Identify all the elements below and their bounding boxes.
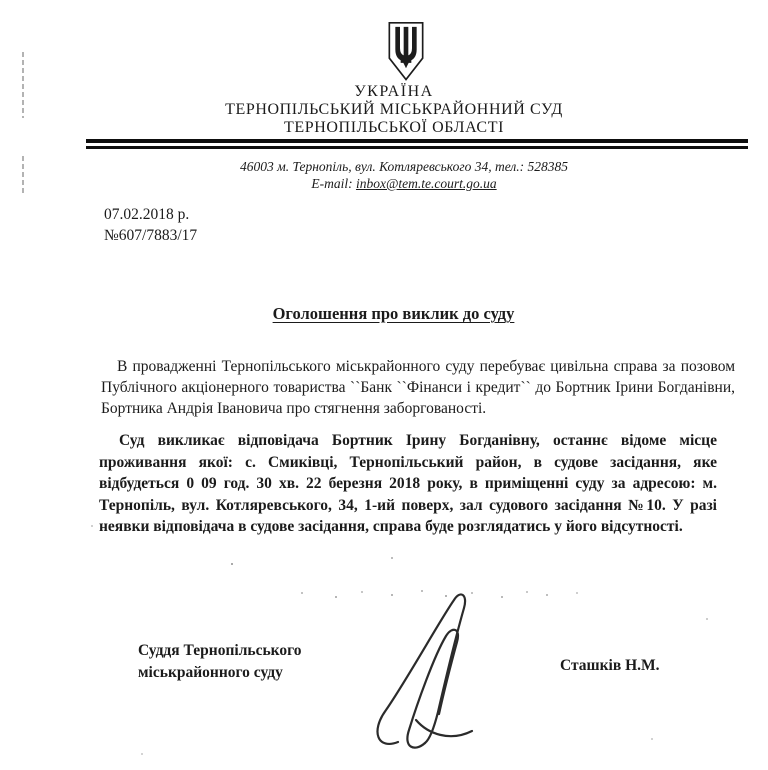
document-title: Оголошення про виклик до суду	[272, 304, 515, 323]
paragraph-summons: Суд викликає відповідача Бортник Ірину Богданівну, останнє відоме місце проживання якої: с. Смиківці, Тернопільський район, в судове засідання, яке відбудеться 0 09 год. 30 хв. 22 березня 2018 року, в приміщенні суду за адресою: м. Тернопіль, вул. Котляревського, 34, 1-ий поверх, зал судового засідання №10. У разі неявки відповідача в судове засідання, справа буде розглядатись у його відсутності.	[99, 432, 717, 535]
judge-name: Сташків Н.М.	[560, 657, 660, 674]
court-region: ТЕРНОПІЛЬСЬКОЇ ОБЛАСТІ	[283, 119, 505, 136]
country-name: УКРАЇНА	[354, 83, 434, 100]
court-name: ТЕРНОПІЛЬСЬКИЙ МІСЬКРАЙОННИЙ СУД	[225, 101, 563, 118]
judge-role-line2: міськрайонного суду	[138, 664, 283, 681]
judge-role-line1: Суддя Тернопільського	[138, 642, 302, 659]
ukraine-trident-icon	[386, 21, 426, 82]
scan-noise	[231, 563, 233, 565]
paragraph-case-info: В провадженні Тернопільського міськрайонного суду перебуває цивільна справа за позовом Публічного акціонерного товариства ``Банк ``Фінанси і кредит`` до Бортник Ірини Богданівни, Бортника Андрія Івановича про стягнення заборгованості.	[101, 358, 735, 417]
document-date: 07.02.2018 р.	[104, 206, 190, 223]
court-email: inbox@tem.te.court.go.ua	[355, 176, 497, 191]
document-meta	[104, 204, 197, 246]
signature-scribble-icon	[368, 592, 490, 752]
court-address: 46003 м. Тернопіль, вул. Котляревського 34, тел.: 528385	[239, 159, 568, 174]
email-label: E-mail:	[311, 176, 353, 191]
header-divider	[86, 139, 748, 149]
judge-role	[138, 640, 302, 684]
scan-edge-artifact-mid	[22, 156, 24, 196]
case-number: №607/7883/17	[104, 227, 198, 244]
court-email-line	[40, 176, 768, 192]
